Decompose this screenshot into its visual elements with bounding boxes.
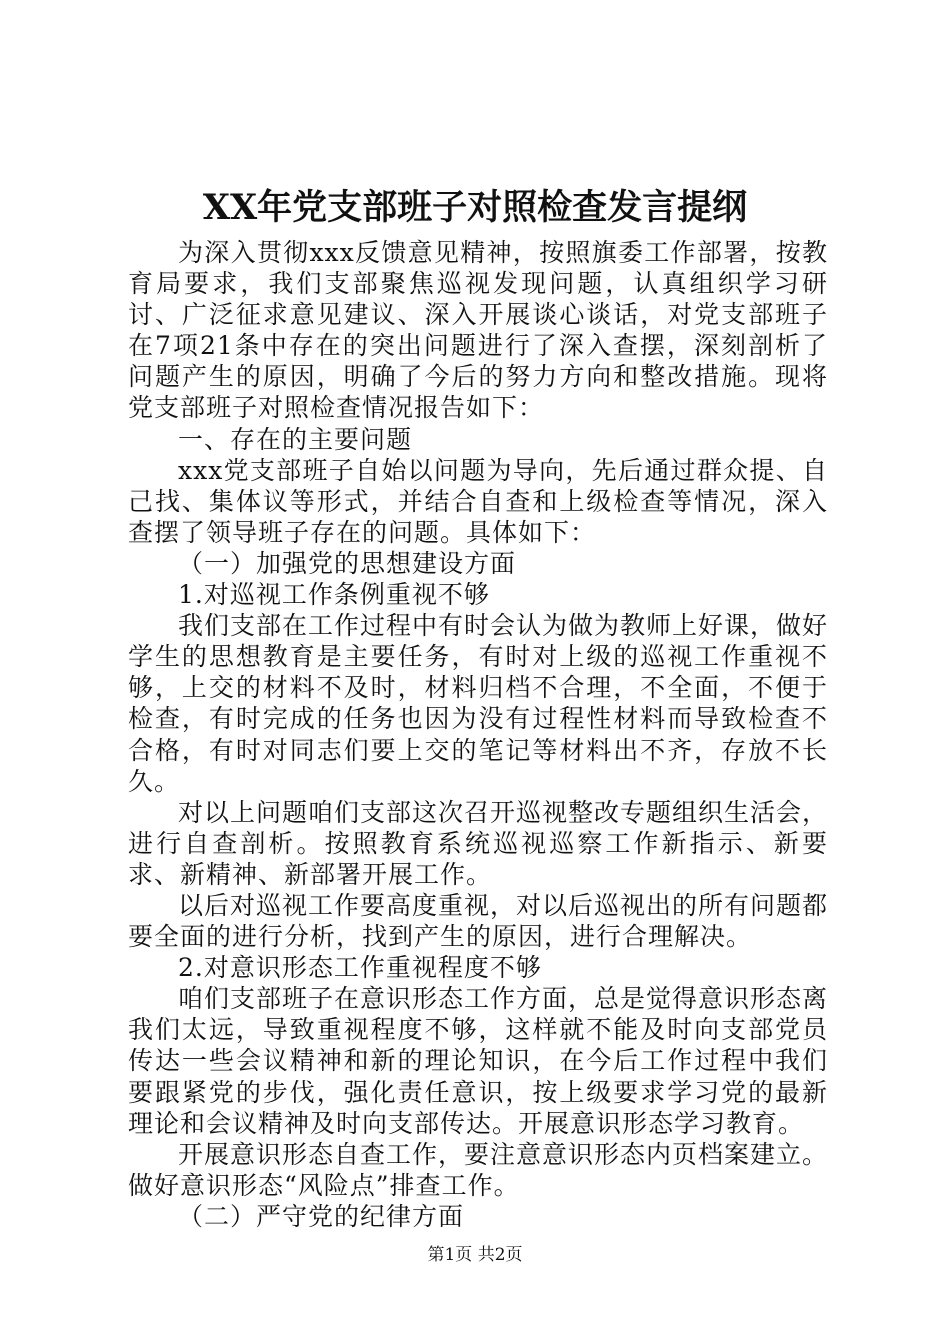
item-heading-ideology-work: 2.对意识形态工作重视程度不够 bbox=[178, 953, 542, 983]
intro-paragraph: 为深入贯彻xxx反馈意见精神，按照旗委工作部署，按教育局要求，我们支部聚焦巡视发现问题，认真组织学习研讨、广泛征求意见建议、深入开展谈心谈话，对党支部班子在7项21条中存在的突出问题进行了深入查摆，深刻剖析了问题产生的原因，明确了今后的努力方向和整改措施。现将党支部班子对照检查情况报告如下： bbox=[128, 238, 828, 423]
item-heading-inspection: 1.对巡视工作条例重视不够 bbox=[178, 580, 490, 610]
subsection-heading-ideology: （一）加强党的思想建设方面 bbox=[178, 548, 517, 578]
overview-paragraph: xxx党支部班子自始以问题为导向，先后通过群众提、自己找、集体议等形式，并结合自查和上级检查等情况，深入查摆了领导班子存在的问题。具体如下： bbox=[128, 455, 828, 547]
section-heading-main-problems: 一、存在的主要问题 bbox=[178, 424, 413, 454]
body-paragraph: 我们支部在工作过程中有时会认为做为教师上好课，做好学生的思想教育是主要任务，有时对上级的巡视工作重视不够，上交的材料不及时，材料归档不合理，不全面，不便于检查，有时完成的任务也因为没有过程性材料而导致检查不合格，有时对同志们要上交的笔记等材料出不齐，存放不长久。 bbox=[128, 611, 829, 796]
body-paragraph: 以后对巡视工作要高度重视，对以后巡视出的所有问题都要全面的进行分析，找到产生的原因，进行合理解决。 bbox=[128, 890, 829, 952]
body-paragraph: 对以上问题咱们支部这次召开巡视整改专题组织生活会，进行自查剖析。按照教育系统巡视巡察工作新指示、新要求、新精神、新部署开展工作。 bbox=[128, 797, 829, 889]
document-title: XX年党支部班子对照检查发言提纲 bbox=[202, 187, 748, 228]
body-paragraph: 咱们支部班子在意识形态工作方面，总是觉得意识形态离我们太远，导致重视程度不够，这样就不能及时向支部党员传达一些会议精神和新的理论知识，在今后工作过程中我们要跟紧党的步伐，强化责任意识，按上级要求学习党的最新理论和会议精神及时向支部传达。开展意识形态学习教育。 bbox=[128, 984, 829, 1138]
page-number-footer: 第1页 共2页 bbox=[427, 1245, 523, 1265]
body-paragraph: 开展意识形态自查工作，要注意意识形态内页档案建立。做好意识形态“风险点”排查工作。 bbox=[128, 1139, 829, 1200]
document-body bbox=[128, 237, 828, 1232]
subsection-heading-discipline: （二）严守党的纪律方面 bbox=[178, 1201, 465, 1231]
